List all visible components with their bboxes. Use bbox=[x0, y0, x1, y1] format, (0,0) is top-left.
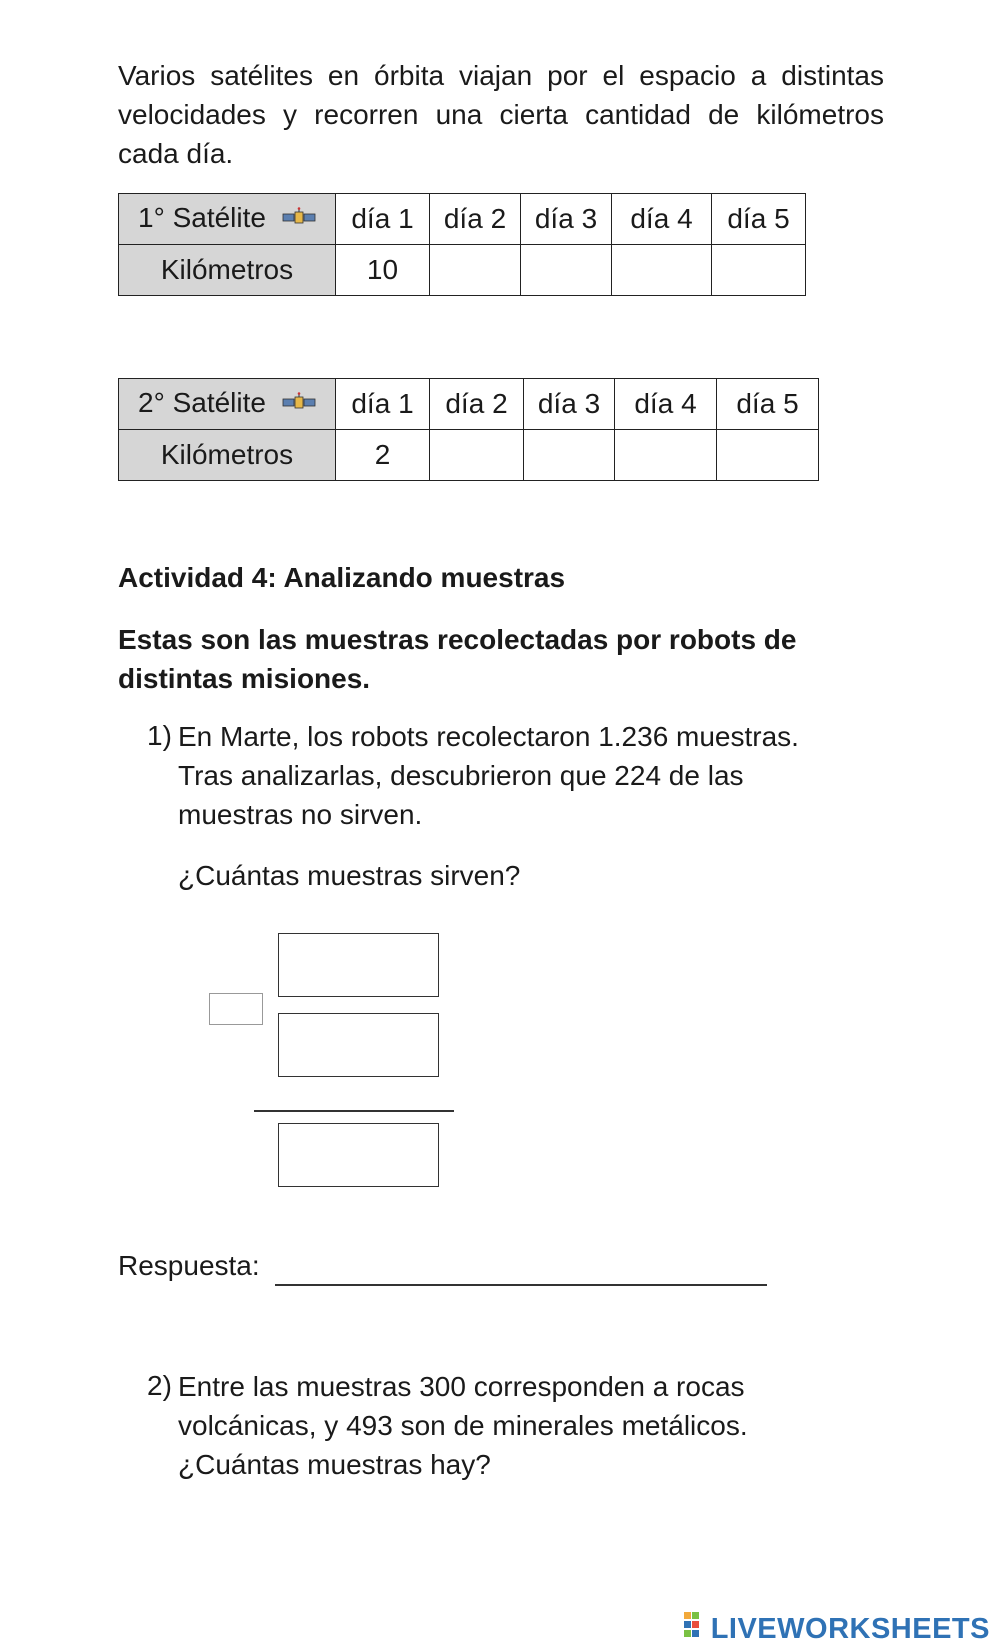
day-header: día 5 bbox=[712, 194, 806, 245]
liveworksheets-icon bbox=[684, 1612, 708, 1646]
km-input-cell[interactable] bbox=[521, 245, 612, 296]
operator-input[interactable] bbox=[209, 993, 263, 1025]
subtrahend-input[interactable] bbox=[278, 1013, 439, 1077]
result-input[interactable] bbox=[278, 1123, 439, 1187]
day-header: día 2 bbox=[430, 379, 524, 430]
intro-paragraph: Varios satélites en órbita viajan por el espacio a distintas velocidades y recorren una cierta cantidad de kilómetros cada día. bbox=[118, 60, 884, 169]
row-label: Kilómetros bbox=[119, 245, 336, 296]
liveworksheets-logo bbox=[684, 1612, 990, 1646]
day-header: día 3 bbox=[521, 194, 612, 245]
satellite-1-table bbox=[118, 193, 806, 296]
day-header: día 5 bbox=[717, 379, 819, 430]
answer-input-line[interactable] bbox=[275, 1284, 767, 1286]
day-header: día 1 bbox=[336, 194, 430, 245]
km-input-cell[interactable] bbox=[717, 430, 819, 481]
km-input-cell[interactable] bbox=[524, 430, 615, 481]
km-input-cell[interactable] bbox=[615, 430, 717, 481]
satellite-1-header bbox=[119, 194, 336, 245]
satellite-2-title: 2° Satélite bbox=[138, 387, 266, 419]
satellite-2-table bbox=[118, 378, 819, 481]
liveworksheets-wordmark: LIVEWORKSHEETS bbox=[710, 1612, 990, 1645]
question-2-number: 2) bbox=[147, 1370, 172, 1401]
activity-subtitle: Estas son las muestras recolectadas por robots de distintas misiones. bbox=[118, 624, 797, 694]
satellite-2-header bbox=[119, 379, 336, 430]
question-2-question: ¿Cuántas muestras hay? bbox=[178, 1449, 491, 1480]
question-2-text: Entre las muestras 300 corresponden a rocas volcánicas, y 493 son de minerales metálicos. bbox=[178, 1371, 748, 1441]
answer-label: Respuesta: bbox=[118, 1250, 260, 1281]
question-1-question: ¿Cuántas muestras sirven? bbox=[178, 860, 521, 891]
day-header: día 2 bbox=[430, 194, 521, 245]
question-1-text: En Marte, los robots recolectaron 1.236 muestras. Tras analizarlas, descubrieron que 224 de las muestras no sirven. bbox=[178, 721, 799, 830]
km-input-cell[interactable] bbox=[712, 245, 806, 296]
km-cell: 10 bbox=[336, 245, 430, 296]
activity-title: Actividad 4: Analizando muestras bbox=[118, 562, 566, 593]
km-input-cell[interactable] bbox=[612, 245, 712, 296]
day-header: día 3 bbox=[524, 379, 615, 430]
satellite-icon bbox=[282, 389, 316, 421]
row-label: Kilómetros bbox=[119, 430, 336, 481]
km-input-cell[interactable] bbox=[430, 245, 521, 296]
day-header: día 1 bbox=[336, 379, 430, 430]
km-input-cell[interactable] bbox=[430, 430, 524, 481]
minuend-input[interactable] bbox=[278, 933, 439, 997]
operation-line bbox=[254, 1110, 454, 1112]
day-header: día 4 bbox=[615, 379, 717, 430]
km-cell: 2 bbox=[336, 430, 430, 481]
satellite-icon bbox=[282, 204, 316, 236]
satellite-1-title: 1° Satélite bbox=[138, 202, 266, 234]
day-header: día 4 bbox=[612, 194, 712, 245]
question-1-number: 1) bbox=[147, 720, 172, 751]
